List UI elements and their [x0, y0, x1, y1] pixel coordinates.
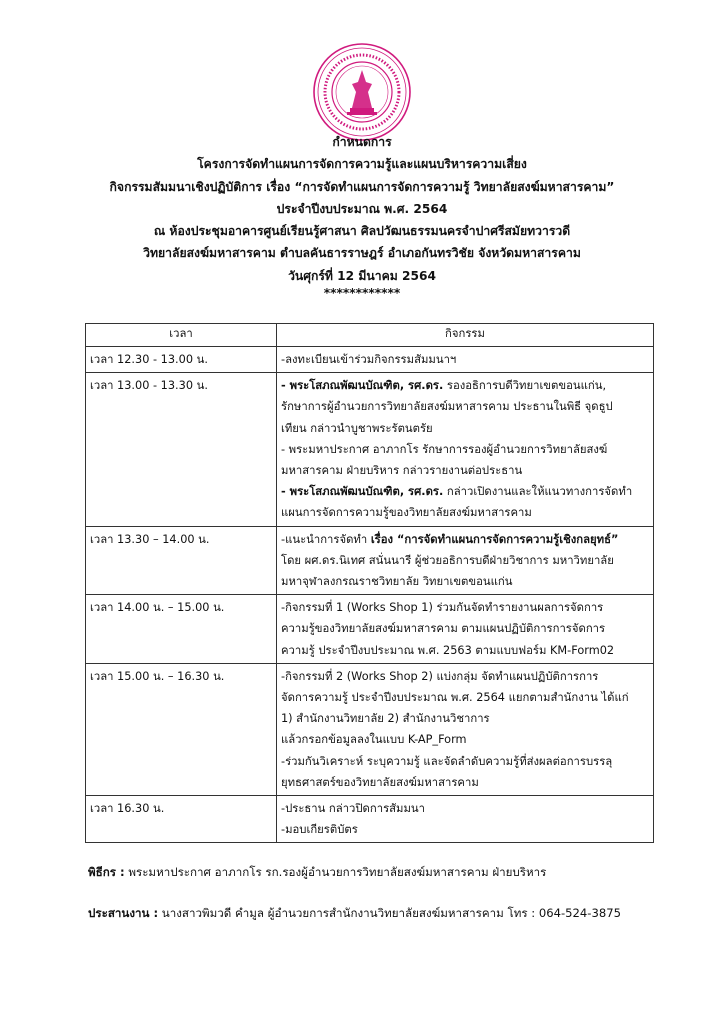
time-cell: เวลา 12.30 - 13.00 น. [86, 347, 277, 373]
time-cell: เวลา 13.00 - 13.30 น. [86, 373, 277, 526]
time-cell: เวลา 15.00 น. – 16.30 น. [86, 663, 277, 795]
activity-line: มหาจุฬาลงกรณราชวิทยาลัย วิทยาเขตขอนแก่น [281, 575, 513, 589]
activity-cell [277, 663, 654, 795]
activity-line: แล้วกรอกข้อมูลลงในแบบ K-AP_Form [281, 733, 467, 747]
activity-cell [277, 526, 654, 595]
mc-text: พระมหาประกาศ อาภากโร รก.รองผู้อำนวยการวิทยาลัยสงฆ์มหาสารคาม ฝ่ายบริหาร [124, 865, 547, 879]
table-header-row [86, 324, 654, 347]
coordinator-text: นางสาวพิมวดี คำมูล ผู้อำนวยการสำนักงานวิทยาลัยสงฆ์มหาสารคาม โทร : 064-524-3875 [158, 906, 621, 920]
venue: ณ ห้องประชุมอาคารศูนย์เรียนรู้ศาสนา ศิลปวัฒนธรรมนครจำปาศรีสมัยทวารวดี [153, 224, 571, 239]
activity-line: เทียน กล่าวนำบูชาพระรัตนตรัย [281, 421, 433, 435]
event-date: วันศุกร์ที่ 12 มีนาคม 2564 [288, 268, 436, 283]
mc-line [88, 864, 546, 882]
mc-label: พิธีกร : [88, 865, 125, 879]
activity-line: ความรู้ ประจำปีงบประมาณ พ.ศ. 2563 ตามแบบฟอร์ม KM-Form02 [281, 643, 615, 657]
activity-line: มหาสารคาม ฝ่ายบริหาร กล่าวรายงานต่อประธาน [281, 464, 523, 478]
document-title: กำหนดการ [332, 135, 392, 149]
university-seal-icon [312, 42, 412, 142]
activity-line: ยุทธศาสตร์ของวิทยาลัยสงฆ์มหาสารคาม [281, 775, 479, 789]
activity-cell [277, 595, 654, 664]
activity-line: 1) สำนักงานวิทยาลัย 2) สำนักงานวิชาการ [281, 712, 490, 726]
fiscal-year: ประจำปีงบประมาณ พ.ศ. 2564 [276, 201, 448, 216]
activity-name: กิจกรรมสัมมนาเชิงปฏิบัติการ เรื่อง “การจัดทำแผนการจัดการความรู้ วิทยาลัยสงฆ์มหาสารคาม” [109, 179, 615, 194]
column-header-activity: กิจกรรม [277, 324, 654, 347]
table-row [86, 373, 654, 526]
activity-line: -กิจกรรมที่ 1 (Works Shop 1) ร่วมกันจัดทำรายงานผลการจัดการ [281, 601, 604, 615]
activity-line [281, 375, 649, 396]
activity-line: จัดการความรู้ ประจำปีงบประมาณ พ.ศ. 2564 แยกตามสำนักงาน ได้แก่ [281, 691, 629, 705]
time-cell: เวลา 16.30 น. [86, 796, 277, 843]
schedule-table [85, 323, 654, 843]
speaker-name: - พระโสภณพัฒนบัณฑิต, รศ.ดร. [281, 379, 444, 393]
table-row [86, 796, 654, 843]
activity-line: - พระมหาประกาศ อาภากโร รักษาการรองผู้อำนวยการวิทยาลัยสงฆ์ [281, 442, 608, 456]
activity-line: -กิจกรรมที่ 2 (Works Shop 2) แบ่งกลุ่ม จัดทำแผนปฏิบัติการการ [281, 669, 599, 683]
activity-line: ความรู้ของวิทยาลัยสงฆ์มหาสารคาม ตามแผนปฏิบัติการการจัดการ [281, 622, 606, 636]
document-header [0, 131, 724, 299]
time-cell: เวลา 14.00 น. – 15.00 น. [86, 595, 277, 664]
venue-address: วิทยาลัยสงฆ์มหาสารคาม ตำบลคันธารราษฎร์ อำเภอกันทรวิชัย จังหวัดมหาสารคาม [143, 246, 581, 261]
activity-line: -ร่วมกันวิเคราะห์ ระบุความรู้ และจัดลำดับความรู้ที่ส่งผลต่อการบรรลุ [281, 754, 613, 768]
activity-text: กล่าวเปิดงานและให้แนวทางการจัดทำ [443, 485, 633, 499]
activity-line: -ลงทะเบียนเข้าร่วมกิจกรรมสัมมนาฯ [281, 353, 457, 366]
separator-stars: ************ [323, 286, 401, 301]
activity-cell [277, 796, 654, 843]
activity-line: -มอบเกียรติบัตร [281, 823, 358, 837]
column-header-time: เวลา [86, 324, 277, 347]
activity-cell [277, 373, 654, 526]
activity-cell [277, 347, 654, 373]
speaker-name: - พระโสภณพัฒนบัณฑิต, รศ.ดร. [281, 485, 444, 499]
activity-line: -ประธาน กล่าวปิดการสัมมนา [281, 802, 425, 816]
activity-line [281, 481, 649, 502]
topic-title: เรื่อง “การจัดทำแผนการจัดการความรู้เชิงกลยุทธ์” [370, 532, 619, 546]
time-cell: เวลา 13.30 – 14.00 น. [86, 526, 277, 595]
coordinator-label: ประสานงาน : [88, 906, 159, 920]
activity-line: แผนการจัดการความรู้ของวิทยาลัยสงฆ์มหาสารคาม [281, 506, 532, 520]
activity-text: -แนะนำการจัดทำ [281, 532, 371, 546]
project-name: โครงการจัดทำแผนการจัดการความรู้และแผนบริหารความเสี่ยง [197, 157, 527, 172]
activity-line: โดย ผศ.ดร.นิเทศ สนั่นนารี ผู้ช่วยอธิการบดีฝ่ายวิชาการ มหาวิทยาลัย [281, 553, 614, 567]
table-row [86, 663, 654, 795]
coordinator-line [88, 905, 621, 923]
activity-line: รักษาการผู้อำนวยการวิทยาลัยสงฆ์มหาสารคาม ประธานในพิธี จุดธูป [281, 400, 613, 414]
table-row [86, 347, 654, 373]
table-row [86, 595, 654, 664]
table-row [86, 526, 654, 595]
activity-text: รองอธิการบดีวิทยาเขตขอนแก่น, [443, 379, 607, 393]
activity-line [281, 529, 649, 550]
